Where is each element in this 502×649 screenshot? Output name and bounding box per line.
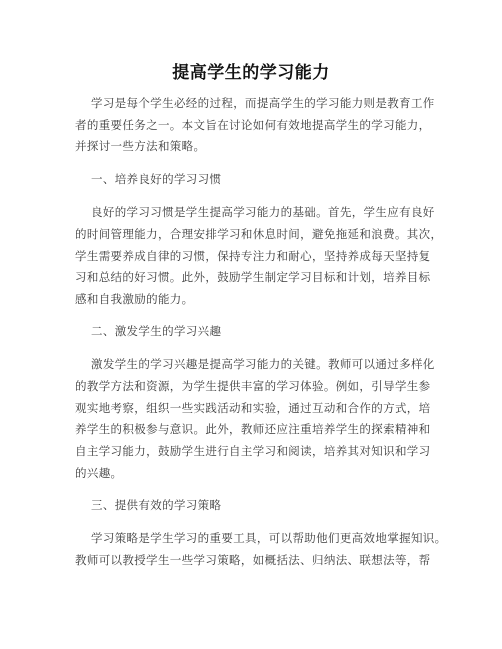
section-1-line-1: 良好的学习习惯是学生提高学习能力的基础。首先，学生应有良好 [91, 205, 435, 219]
section-1-line-5: 感和自我激励的能力。 [75, 292, 194, 306]
intro-line-2: 者的重要任务之一。本文旨在讨论如何有效地提高学生的学习能力， [75, 118, 431, 132]
section-2-line-3: 观实地考察，组织一些实践活动和实验，通过互动和合作的方式，培 [75, 401, 431, 415]
section-3-line-2: 教师可以教授学生一些学习策略，如概括法、归纳法、联想法等，帮 [75, 553, 431, 567]
intro-line-1: 学习是每个学生必经的过程，而提高学生的学习能力则是教育工作 [91, 96, 435, 110]
section-3-line-1: 学习策略是学生学习的重要工具，可以帮助他们更高效地掌握知识。 [91, 531, 447, 545]
section-2-line-2: 的教学方法和资源，为学生提供丰富的学习体验。例如，引导学生参 [75, 379, 431, 393]
section-1-heading: 一、培养良好的学习习惯 [91, 172, 222, 186]
section-1-line-3: 学生需要养成自律的习惯，保持专注力和耐心，坚持养成每天坚持复 [75, 249, 431, 263]
section-1-line-4: 习和总结的好习惯。此外，鼓励学生制定学习目标和计划，培养目标 [75, 270, 431, 284]
document-title: 提高学生的学习能力 [172, 63, 330, 83]
intro-line-3: 并探讨一些方法和策略。 [75, 139, 206, 153]
section-2-line-5: 自主学习能力，鼓励学生进行自主学习和阅读，培养其对知识和学习 [75, 444, 431, 458]
section-2-line-4: 养学生的积极参与意识。此外，教师还应注重培养学生的探索精神和 [75, 422, 431, 436]
section-2-line-1: 激发学生的学习兴趣是提高学习能力的关键。教师可以通过多样化 [91, 357, 435, 371]
section-2-line-6: 的兴趣。 [75, 466, 123, 480]
section-1-line-2: 的时间管理能力，合理安排学习和休息时间，避免拖延和浪费。其次， [75, 227, 443, 241]
section-2-heading: 二、激发学生的学习兴趣 [91, 324, 222, 338]
section-3-heading: 三、提供有效的学习策略 [91, 498, 222, 512]
